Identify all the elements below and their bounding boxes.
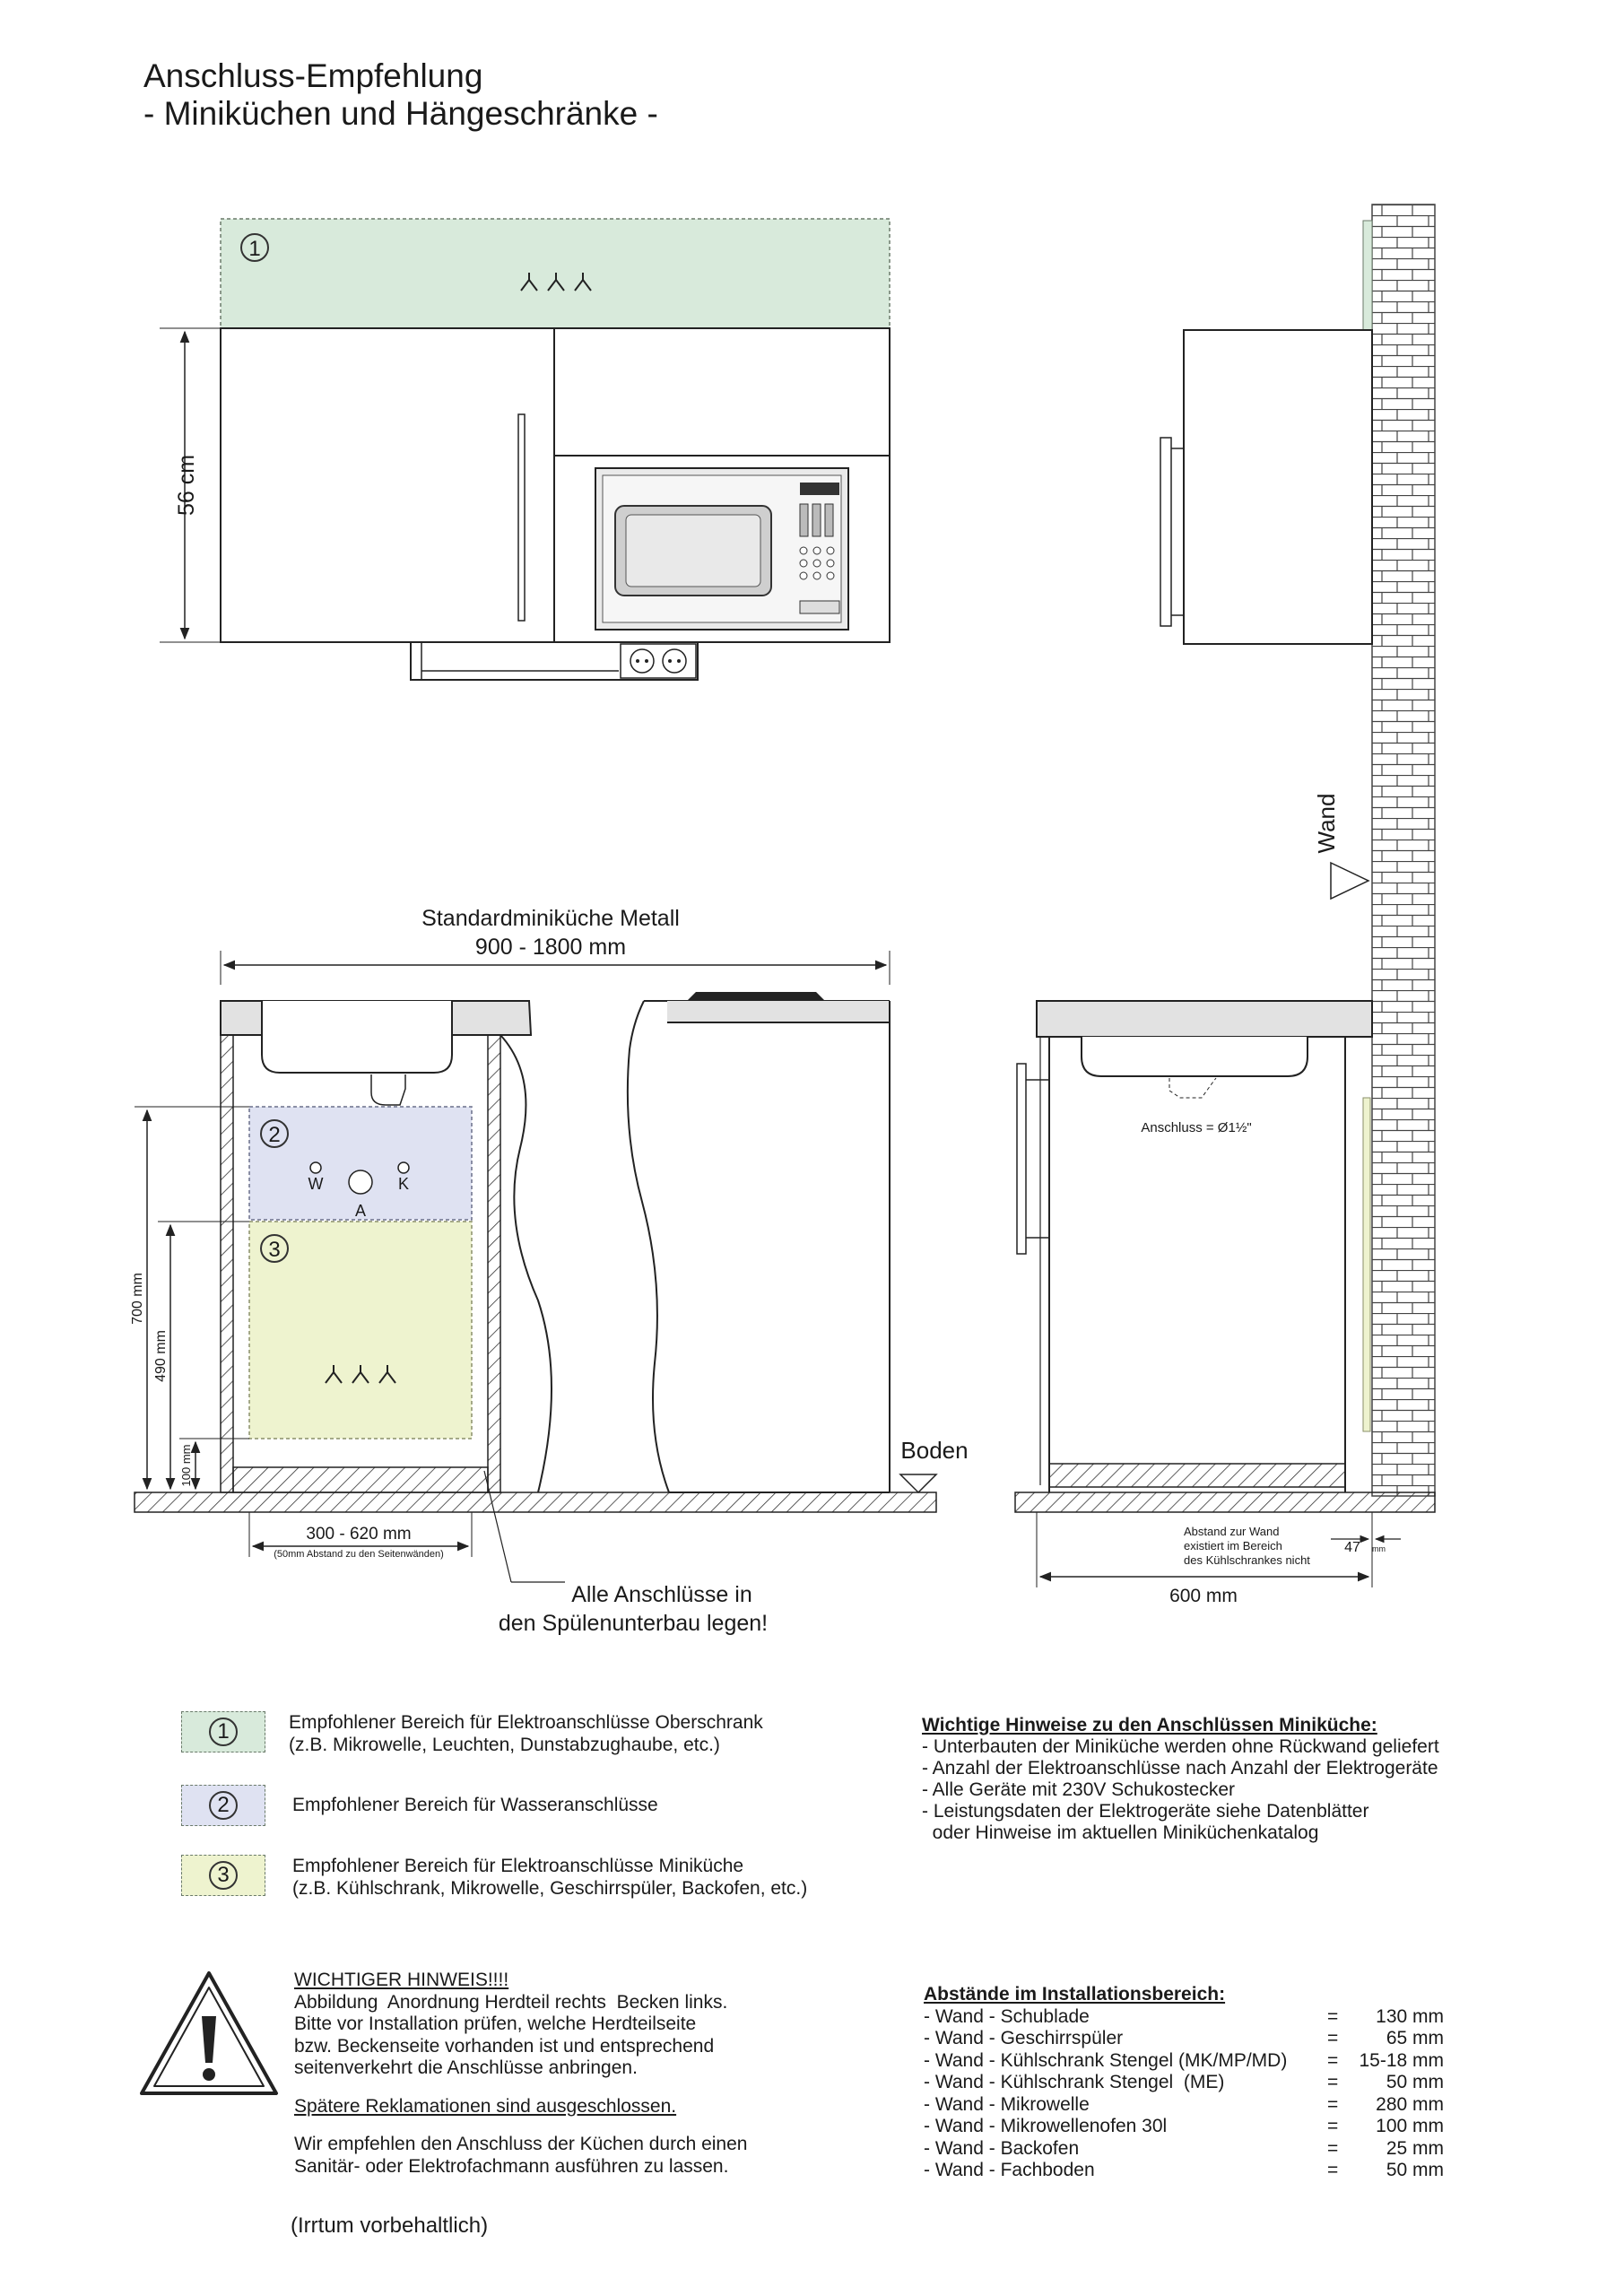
legend-text-1-line-2: (z.B. Mikrowelle, Leuchten, Dunstabzughaube, etc.) — [289, 1735, 720, 1755]
distance-value: 50 mm — [1386, 2072, 1444, 2092]
notes-item: - Alle Geräte mit 230V Schukostecker — [922, 1779, 1235, 1800]
dim-100-label: 100 mm — [179, 1444, 193, 1487]
legend-number-1: 1 — [209, 1718, 238, 1746]
connection-size-label: Anschluss = Ø1½" — [1141, 1120, 1252, 1135]
zone-3-area — [249, 1222, 472, 1439]
distance-eq: = — [1327, 2072, 1339, 2092]
warning-line: seitenverkehrt die Anschlüsse anbringen. — [294, 2057, 638, 2078]
warning-reklamation: Spätere Reklamationen sind ausgeschlossen. — [294, 2095, 677, 2117]
dim-width-note: (50mm Abstand zu den Seitenwänden) — [274, 1549, 444, 1560]
distance-eq: = — [1327, 2049, 1339, 2071]
distance-eq: = — [1327, 2116, 1339, 2136]
distance-row — [924, 2094, 1444, 2117]
warning-line: bzw. Beckenseite vorhanden ist und entsprechend — [294, 2035, 715, 2057]
all-connections-line-2: den Spülenunterbau legen! — [498, 1611, 769, 1636]
notes-item: - Leistungsdaten der Elektrogeräte siehe Datenblätter — [922, 1801, 1369, 1822]
distances-block — [924, 1984, 1444, 2182]
water-k-icon — [398, 1162, 409, 1173]
wall-gap-note-line-3: des Kühlschrankes nicht — [1184, 1553, 1310, 1567]
notes-block — [922, 1715, 1568, 1844]
water-k-label: K — [397, 1175, 410, 1193]
legend-number-2: 2 — [209, 1791, 238, 1820]
warning-line: Bitte vor Installation prüfen, welche Herdteilseite — [294, 2013, 697, 2034]
zone-2-number: 2 — [268, 1123, 281, 1147]
warning-recommendation-line-1: Wir empfehlen den Anschluss der Küchen durch einen — [294, 2134, 748, 2154]
upper-cabinet-front — [160, 219, 890, 680]
dim-width-label: 300 - 620 mm — [306, 1525, 412, 1544]
warning-recommendation-line-2: Sanitär- oder Elektrofachmann ausführen zu lassen. — [294, 2155, 729, 2177]
legend-text-1 — [289, 1711, 917, 1756]
distance-row — [924, 2028, 1444, 2050]
door-handle — [518, 414, 525, 621]
distance-row — [924, 2006, 1444, 2029]
notes-item: oder Hinweise im aktuellen Miniküchenkatalog — [922, 1822, 1319, 1843]
zone-3-number: 3 — [268, 1238, 281, 1262]
title-line-2: - Miniküchen und Hängeschränke - — [143, 95, 658, 132]
drain-a-label: A — [354, 1202, 367, 1220]
legend-text-3 — [292, 1855, 920, 1900]
wall-gap-note-line-2: existiert im Bereich — [1184, 1539, 1282, 1552]
distance-name: - Wand - Geschirrspüler — [924, 2028, 1124, 2048]
base-unit-front — [130, 906, 969, 1636]
distance-eq: = — [1327, 2093, 1339, 2115]
distance-name: - Wand - Mikrowelle — [924, 2093, 1090, 2115]
distance-row — [924, 2072, 1444, 2094]
legend-number-3: 3 — [209, 1861, 238, 1890]
water-w-icon — [310, 1162, 321, 1173]
socket-icon — [663, 649, 686, 673]
distance-eq: = — [1327, 2160, 1339, 2180]
distance-name: - Wand - Kühlschrank Stengel (MK/MP/MD) — [924, 2049, 1288, 2071]
water-w-label: W — [308, 1175, 324, 1193]
standard-label: Standardminiküche Metall — [421, 906, 680, 931]
footer-disclaimer: (Irrtum vorbehaltlich) — [291, 2213, 489, 2238]
distance-eq: = — [1327, 2028, 1339, 2048]
distance-value: 65 mm — [1386, 2028, 1444, 2048]
distance-name: - Wand - Schublade — [924, 2005, 1090, 2027]
title-line-1: Anschluss-Empfehlung — [143, 57, 483, 94]
legend-text-3-line-2: (z.B. Kühlschrank, Mikrowelle, Geschirrspüler, Backofen, etc.) — [292, 1878, 808, 1899]
legend-text-3-line-1: Empfohlener Bereich für Elektroanschlüsse Miniküche — [292, 1856, 744, 1876]
distance-name: - Wand - Backofen — [924, 2137, 1080, 2159]
drain-a-icon — [349, 1170, 372, 1194]
notes-heading: Wichtige Hinweise zu den Anschlüssen Miniküche: — [922, 1715, 1377, 1735]
legend-swatch-3 — [181, 1855, 265, 1896]
distance-name: - Wand - Mikrowellenofen 30l — [924, 2116, 1168, 2136]
wall-marker-icon — [1331, 863, 1368, 899]
floor-marker-icon — [900, 1474, 936, 1492]
distance-name: - Wand - Kühlschrank Stengel (ME) — [924, 2072, 1225, 2092]
distance-value: 130 mm — [1376, 2005, 1444, 2027]
distance-value: 100 mm — [1376, 2116, 1444, 2136]
floor-label: Boden — [900, 1437, 969, 1464]
wall-gap-note-line-1: Abstand zur Wand — [1184, 1525, 1280, 1538]
distance-value: 25 mm — [1386, 2137, 1444, 2159]
distance-eq: = — [1327, 2137, 1339, 2159]
distance-row — [924, 2160, 1444, 2182]
upper-cabinet-side — [1160, 330, 1372, 644]
distance-value: 280 mm — [1376, 2093, 1444, 2115]
socket-icon — [630, 649, 654, 673]
legend-text-1-line-1: Empfohlener Bereich für Elektroanschlüsse Oberschrank — [289, 1712, 763, 1733]
standard-range: 900 - 1800 mm — [474, 935, 627, 960]
all-connections-line-1: Alle Anschlüsse in — [571, 1582, 752, 1607]
warning-line: Abbildung Anordnung Herdteil rechts Becken links. — [294, 1991, 728, 2013]
dim-600-label: 600 mm — [1169, 1586, 1238, 1606]
microwave-icon — [595, 468, 848, 630]
distance-row — [924, 2050, 1444, 2073]
distances-heading: Abstände im Installationsbereich: — [924, 1984, 1226, 2005]
light-and-sockets — [411, 642, 698, 680]
notes-item: - Anzahl der Elektroanschlüsse nach Anzahl der Elektrogeräte — [922, 1758, 1438, 1779]
distance-row — [924, 2116, 1444, 2138]
upper-height-label: 56 cm — [174, 454, 199, 517]
dim-490-label: 490 mm — [153, 1330, 169, 1382]
legend-swatch-1 — [181, 1711, 265, 1752]
wall-label: Wand — [1313, 793, 1340, 854]
legend-swatch-2 — [181, 1785, 265, 1826]
dim-47-label: 47 — [1344, 1540, 1360, 1555]
distance-row — [924, 2138, 1444, 2161]
warning-heading: WICHTIGER HINWEIS!!!! — [294, 1970, 509, 1990]
distance-value: 15-18 mm — [1359, 2049, 1444, 2071]
legend-text-2-line-1: Empfohlener Bereich für Wasseranschlüsse — [292, 1795, 658, 1815]
legend-text-2 — [292, 1794, 920, 1816]
dim-700-label: 700 mm — [130, 1273, 145, 1325]
distance-value: 50 mm — [1386, 2160, 1444, 2180]
warning-block — [294, 1970, 850, 2178]
notes-item: - Unterbauten der Miniküche werden ohne Rückwand geliefert — [922, 1736, 1439, 1757]
zone-1-number: 1 — [248, 237, 261, 261]
dim-47-unit: mm — [1372, 1544, 1386, 1553]
warning-icon — [138, 1970, 280, 2097]
distance-eq: = — [1327, 2005, 1339, 2027]
distance-name: - Wand - Fachboden — [924, 2160, 1095, 2180]
